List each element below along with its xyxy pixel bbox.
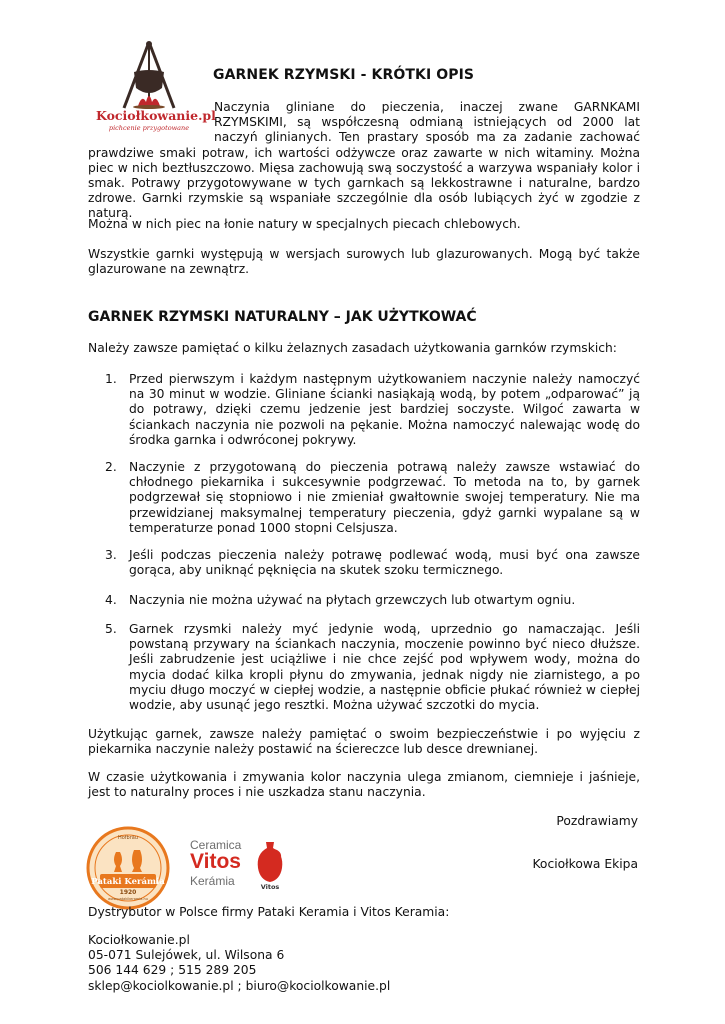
rule-number: 2. (105, 460, 117, 474)
rule-item (105, 460, 640, 536)
rule-text: Przed pierwszym i każdym następnym użytkowaniem naczynie należy namoczyć na 30 minut w wodzie. Gliniane ścianki nasiąkają wodą, by potem „odparować” ją do potrawy, dzięki czemu jedzenie jest bardziej soczyste. Wilgoć zawarta w ściankach naczynia nie pozwoli na pękanie. Można namoczyć nalewając wodę do środka garnka i odwróconej pokrywy. (129, 372, 640, 447)
rule-number: 4. (105, 593, 117, 607)
intro-text: Naczynia gliniane do pieczenia, inaczej zwane GARNKAMI RZYMSKIMI, są współczesną odmianą istniejących od 2000 lat naczyń glinianych. Ten prastary sposób ma za zadanie zachować prawdziwe smaki potraw, ich wartości odżywcze oraz zawarte w nich witaminy. Można piec w nich beztłuszczowo. Mięsa zachowują swą soczystość a warzywa wspaniały kolor i smak. Potrawy przygotowywane w tych garnkach są lekkostrawne i naturalne, bardzo zdrowe. Garnki rzymskie są wspaniałe szczególnie dla osób lubiących żyć w zgodzie z naturą. (88, 100, 640, 221)
contact-email: sklep@kociolkowanie.pl ; biuro@kociolkowanie.pl (88, 978, 391, 993)
section-title: GARNEK RZYMSKI NATURALNY – JAK UŻYTKOWAĆ (88, 309, 477, 325)
rule-number: 3. (105, 548, 117, 562)
contact-phone: 506 144 629 ; 515 289 205 (88, 963, 257, 978)
logo-tagline: pichcenie przygotowane (108, 124, 190, 132)
rule-item (105, 372, 640, 448)
vitos-line2: Vitos (190, 850, 241, 873)
rule-text: Jeśli podczas pieczenia należy potrawę podlewać wodą, musi być ona zawsze gorąca, aby uniknąć pęknięcia na skutek szoku termicznego. (129, 548, 640, 578)
rule-text: Naczynie z przygotowaną do pieczenia potrawą należy zawsze wstawiać do chłodnego piekarnika i sukcesywnie podgrzewać. To metoda na to, by garnek podgrzewał się stopniowo i nie zmieniał gwałtownie swojej temperatury. Nie ma przewidzianej maksymalnej temperatury pieczenia, gdyż garnki wypalane są w temperaturze ponad 1000 stopni Celsjusza. (129, 460, 640, 535)
vitos-line1: Ceramica (190, 838, 242, 852)
variants-paragraph: Wszystkie garnki występują w wersjach surowych lub glazurowanych. Mogą być także glazurowane na zewnątrz. (88, 247, 640, 277)
rule-number: 1. (105, 372, 117, 386)
pataki-year: 1920 (119, 889, 137, 896)
rule-text: Naczynia nie można używać na płytach grzewczych lub otwartym ogniu. (129, 593, 576, 607)
color-note-paragraph: W czasie użytkowania i zmywania kolor naczynia ulega zmianom, ciemnieje i jaśnieje, jest to naturalny proces i nie uszkadza stanu naczynia. (88, 770, 640, 800)
greeting: Pozdrawiamy (556, 814, 638, 828)
vitos-keramia-logo (188, 838, 288, 892)
rule-item (105, 593, 640, 608)
pataki-top-text: Hofbräu (117, 835, 139, 841)
rule-text: Garnek rzysmki należy myć jedynie wodą, uprzednio go namaczając. Jeśli powstaną przywary na ściankach naczynia, moczenie powinno być nieco dłuższe. Jeśli zabrudzenie jest uciążliwe i nie chce zejść pod wpływem wody, można do mycia dodać kilka kropli płynu do zmywania, jednak nigdy nie ziarnistego, a po myciu długo moczyć w ciepłej wodzie, a następnie obficie płukać również w ciepłej wodzie, aby usunąć jego resztki. Można używać szczotki do mycia. (129, 622, 640, 713)
intro-paragraph (88, 100, 640, 222)
oven-paragraph: Można w nich piec na łonie natury w specjalnych piecach chlebowych. (88, 217, 521, 231)
rule-number: 5. (105, 622, 117, 636)
distributor-line: Dystrybutor w Polsce firmy Pataki Keramia i Vitos Keramia: (88, 905, 450, 919)
after-use-paragraph: Użytkując garnek, zawsze należy pamiętać o swoim bezpieczeństwie i po wyjęciu z piekarnika naczynie należy postawić na ściereczce lub desce drewnianej. (88, 727, 640, 757)
logo-name: Kociołkowanie.pl (96, 108, 216, 123)
vitos-badge: Vitos (260, 883, 280, 891)
rules-intro: Należy zawsze pamiętać o kilku żelaznych zasadach użytkowania garnków rzymskich: (88, 341, 617, 355)
contact-address: 05-071 Sulejówek, ul. Wilsona 6 (88, 948, 285, 963)
vase-icon (254, 840, 286, 886)
pataki-keramia-logo (86, 826, 170, 910)
signature: Kociołkowa Ekipa (532, 857, 638, 871)
rule-item (105, 622, 640, 713)
contact-block (88, 933, 390, 994)
pataki-url: www.patakikeramia.hu (108, 897, 148, 901)
vitos-line3: Kerámia (190, 874, 235, 888)
page-title: GARNEK RZYMSKI - KRÓTKI OPIS (213, 67, 475, 83)
contact-company: Kociołkowanie.pl (88, 933, 190, 947)
rule-item (105, 548, 640, 578)
pataki-name: Pataki Kerámia (91, 877, 165, 887)
